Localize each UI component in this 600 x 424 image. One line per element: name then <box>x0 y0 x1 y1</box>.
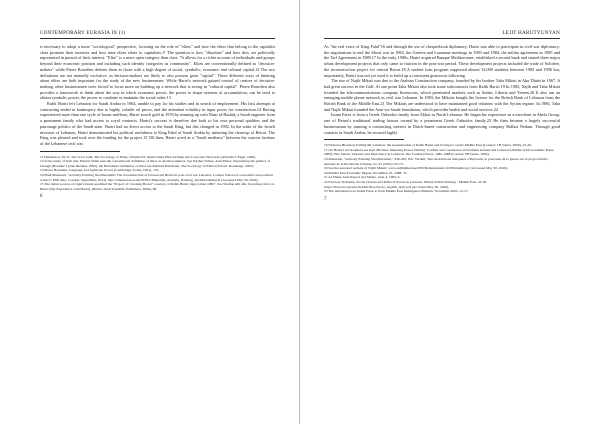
footnote: 13 Pierre Bourdieu, Language and Symbolic Power (Cambridge: Polity, 1991), 170. <box>40 168 160 173</box>
footnote: 11 Henderson, 29-31. See Scott John, The Sociology of Elites, Volume III: Interlocking Directorships and Corporate Networks (Aldershot: Elgar, 1990). <box>40 154 257 159</box>
paragraph: Rafik Hariri left Lebanon for Saudi Arabia in 1964, unable to pay for his studies and in search of employment. His first attempts at contracting ended in bankruptcy due to highly volatile oil prices, and the attendant volatility in input prices for construction.14 Having experienced more than one cycle of boom-and-bust, Hariri struck gold in 1976 by teaming up with Nasir al-Rashid, a Saudi engineer from a prominent family who had access to royal contracts. Hariri's success is therefore due both to his own personal qualities and the patronage politics of the Saudi state. Hariri had no direct access to the Saudi King, but this changed in 1982. In the wake of the Israeli invasion of Lebanon, Hariri demonstrated his political usefulness to King Fahd of Saudi Arabia by initiating the clean-up of Beirut. The King was pleased and took over the funding for the project.15 Till then, Hariri acted as a "Saudi mediator" between the various factions of the Lebanese civil war. <box>40 101 275 146</box>
footnote: 15 The initial sources of Oger's funds specified the "Project of Cleaning Beirut" courtesy of Rafik Hariri, Oger Liban 1982". See Shafiqa Abf ufk, Tayrafatsy ma'a al-Hariri (My Experience with Hariri). (Beirut: Arab Scientific Publishers, 2006), 98. <box>40 182 275 191</box>
body-text <box>40 44 275 147</box>
page-number: 6 <box>40 194 43 200</box>
footnote: 22 Fawwaz Traboulsi, Social Classes and Political Power in Lebanon, Heinrich Boll Stiftung - Middle East, 16-18. https://lb.boell.org/sites/default/files/fawaz_english_draft.pdf (Accessed May 30, 2020). <box>324 180 487 189</box>
footnotes <box>324 143 560 194</box>
page-number: 7 <box>324 196 327 202</box>
running-head <box>40 30 275 39</box>
footnote: 16 Nicholas Blanford, Killing Mr Lebanon: the Assassination of Rafik Hariri and its impact on the Middle East (London: I.B Tauris, 2006), 25-26. <box>324 143 532 148</box>
footnote: 17 On Hariri's involvement see Karl Michael, Imposing Power Sharing: Conflict and coexistence in Northern Ireland and Lebanon (Dublin: Irish Academic Press, 2006); Elie Salem, Violence and Diplomacy in Lebanon: The Troubled Years, 1982-1988 (London: IB Tauris, 1995). <box>324 147 555 157</box>
footnote: 23 The information on Issam Fares is from Middle East Intelligence Bulletin, November 2003, 12-17. <box>324 189 469 194</box>
running-head-author: LEJIT HARUTYUNYAN <box>502 30 560 36</box>
footnote: 20 Middle East Economic Digest, November 25, 1988, 74. <box>324 170 408 175</box>
paragraph: As "the real voice of King Fahd"16 and through the use of chequerbook diplomacy, Hariri was able to participate in civil war diplomacy: the negotiations to end the Shouf war in 1983, the Geneva and Lausanne meetings in 1983 and 1984, the militia agreement in 1985 and the Taif Agreement in 1989.17 In the early 1980s, Hariri acquired Banque Mediterranee, established a second bank and started three major urban development projects that only came to fruition in the post-war period. These development projects included the trade of Solidere, the reconstruction project for central Beirut.18 A student loan program supported almost 32,000 students between 1983 and 1996 but, importantly, Hariri was not yet used it to build up a consistent grassroots following. <box>324 44 560 78</box>
footnote: 19 See the personal website of Najib Mikati: www.najibmikati.net/EN/Dadstatement/110/Philanthropy (Accessed May 30, 2020). <box>324 166 508 171</box>
footnote: 12 In his study of both elite Parbati Sinha uses the conventional definition of elites as decision-makers. See Parthas Volker, Arab Elites: Negotiating the politics of Change (Boulder: Lynne Rienner, 2004). On Bourdieu's definition of elites see Michael Hartmann, The Sociology of Elites (Oxford: Routledge, 2007). <box>40 159 271 168</box>
running-head <box>324 30 560 39</box>
running-head-journal: CONTEMPORARY EURASIA IX (1) <box>40 30 126 36</box>
footnote-rule <box>324 139 404 140</box>
page-right <box>300 0 600 424</box>
body-text <box>324 44 560 135</box>
footnote: 14 Hadi Makarem, "Actually Existing Neoliberalism: The reconstruction of Downtown Beirut in post-civil war Lebanon, London School of economics and political science" PhD diss., London, September, 2014). http://etheses.lse.ac.uk/3078/1/Makarem_Actually_Existing_Neoliberalism.pdf (Accessed May 30, 2020). <box>40 173 274 182</box>
footnote: 18 Makarem, "Actually Existing Neoliberalism," 236-295; Eric Verdeil, "Reconstructions manquees a Beyrouth, la poursuite de la guerre par le projet urbain", Annales de la Recherche Urbaine, no. 91 (2001): 65-73. <box>324 157 550 166</box>
footnote-rule <box>40 151 120 152</box>
footnote: 21 Al-Nahar Arab Report and Memo, June 4, 1984, 6. <box>324 175 401 180</box>
footnotes <box>40 155 275 192</box>
paragraph: Issam Fares is from a Greek Orthodox family from Akkar in North Lebanon. He began his experience as a merchant in Abela Group, one of Beirut's traditional trading houses owned by a prominent Greek Orthodox family.23 He then became a hugely successful businessman by running a contracting interest in Dutch-based construction and engineering company Ballast Nedam. Through good contacts in Saudi Arabia, he secured highly <box>324 112 560 135</box>
paragraph: The rise of Najib Mikati was due to the Arabian Construction company, founded by his brother Taha Mikati in Abu Dhabi in 1967. It had great success in the Gulf. At one point Taha Mikati also took some subcontracts from Rafik Hariri.19 In 1982, Najib and Taha Mikati founded the telecommunications company Investcom, which penetrated markets such as Sudan, Liberia and Yemen.20 It also ran an emerging mobile phone network as civil war Lebanon. In 1983, the Mikatis bought the licence for the British Bank of Lebanon from the British Bank of the Middle East.21 The Mikatis are understood to have maintained good relations with the Syrian regime. In 1986, Taha and Najib Mikati founded the Azm wa Saade foundation, which provides health and social services.22 <box>324 78 560 112</box>
paragraph: is necessary to adopt a more "sociological" perspective, focusing on the role of "elites" and how the elites that belong to the capitalist class promote their interests and how state elites relate to capitalists.1¹ The question is how "dissolute" and how they are politically represented in pursuit of their interest: "Elite" is a more open category than class. "It allows for a richer account of individuals and groups beyond their economic position and including such identity categories as community". Elites are conventionally defined as "decision-makers" while Pierre Bourdieu defines them as those with a high degree of social, symbolic, economic and cultural capital.12 The two definitions are not mutually exclusive, as decision-makers are likely to also possess great "capital". These different ways of thinking about elites are both important for the study of the new businessmen. While Hariri's network gained control of centres of decision-making, other businessmen were forced to focus more on building up a network that is strong in "cultural capital". Pierre Bourdieu also provides a framework to think about the way in which economic power, the power to shape systems of accumulation, can be used to obtain symbolic power, the power to combine or maintain the social order.13 <box>40 44 275 101</box>
